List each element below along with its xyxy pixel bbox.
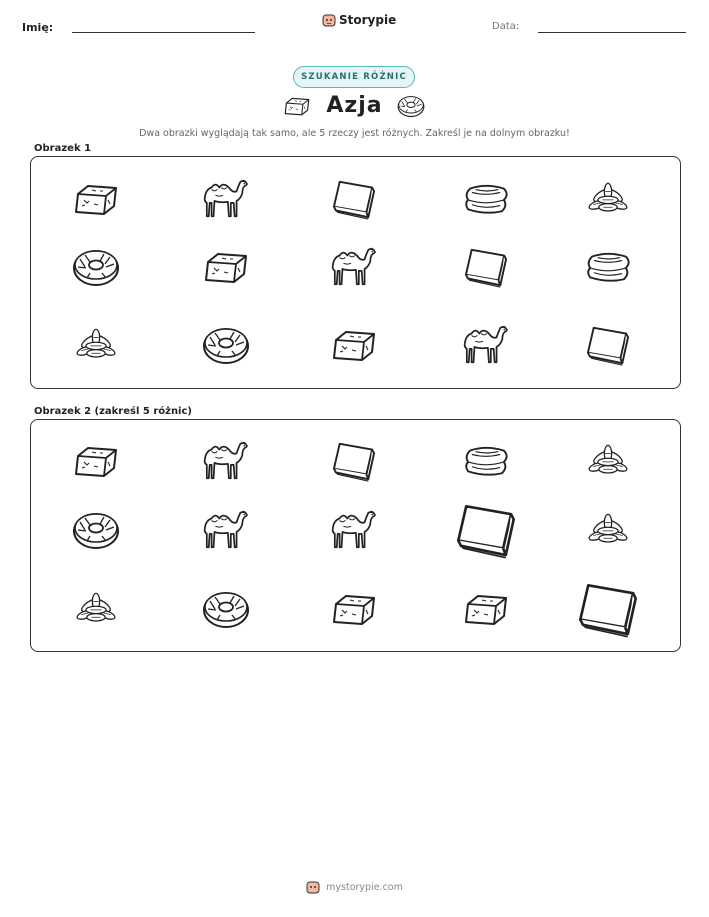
folded-cloth-icon[interactable]: [462, 183, 510, 219]
folded-cloth-icon[interactable]: [584, 251, 632, 287]
date-label: Data:: [492, 21, 520, 32]
book-icon[interactable]: [575, 580, 641, 642]
logo-text: Storypie: [339, 13, 397, 27]
dates-icon[interactable]: [73, 592, 119, 630]
logo: [322, 13, 396, 27]
book-icon[interactable]: [584, 324, 632, 370]
donut-icon[interactable]: [72, 510, 120, 554]
picture2-label: Obrazek 2 (zakreśl 5 różnic): [34, 406, 192, 417]
worksheet-type-badge: SZUKANIE RÓŻNIC: [293, 66, 415, 88]
footer: [0, 880, 709, 894]
instructions: Dwa obrazki wyglądają tak samo, ale 5 rzeczy jest różnych. Zakreśl je na dolnym obrazku!: [139, 128, 570, 139]
camel-icon[interactable]: [202, 439, 250, 487]
camel-icon[interactable]: [462, 323, 510, 371]
donut-icon[interactable]: [72, 247, 120, 291]
soap-icon[interactable]: [332, 592, 376, 630]
donut-icon[interactable]: [202, 325, 250, 369]
footer-url[interactable]: mystorypie.com: [326, 881, 403, 893]
book-icon[interactable]: [462, 246, 510, 292]
name-line[interactable]: [72, 32, 255, 33]
camel-icon[interactable]: [330, 245, 378, 293]
donut-icon[interactable]: [202, 589, 250, 633]
book-icon[interactable]: [330, 440, 378, 486]
page-title: Azja: [326, 93, 383, 118]
soap-icon[interactable]: [74, 182, 118, 220]
book-icon[interactable]: [453, 501, 519, 563]
soap-icon[interactable]: [74, 444, 118, 482]
camel-icon[interactable]: [202, 508, 250, 556]
dates-icon[interactable]: [585, 513, 631, 551]
dates-icon[interactable]: [585, 182, 631, 220]
date-line[interactable]: [538, 32, 686, 33]
name-label: Imię:: [22, 21, 54, 34]
soap-icon[interactable]: [204, 250, 248, 288]
soap-icon[interactable]: [332, 328, 376, 366]
storypie-logo-icon: [306, 880, 320, 894]
book-icon[interactable]: [330, 178, 378, 224]
folded-cloth-icon[interactable]: [462, 445, 510, 481]
camel-icon[interactable]: [330, 508, 378, 556]
camel-icon[interactable]: [202, 177, 250, 225]
storypie-logo-icon: [322, 13, 336, 27]
picture1-label: Obrazek 1: [34, 143, 92, 154]
dates-icon[interactable]: [585, 444, 631, 482]
soap-icon[interactable]: [464, 592, 508, 630]
dates-icon[interactable]: [73, 328, 119, 366]
title-donut-icon: [397, 93, 425, 123]
